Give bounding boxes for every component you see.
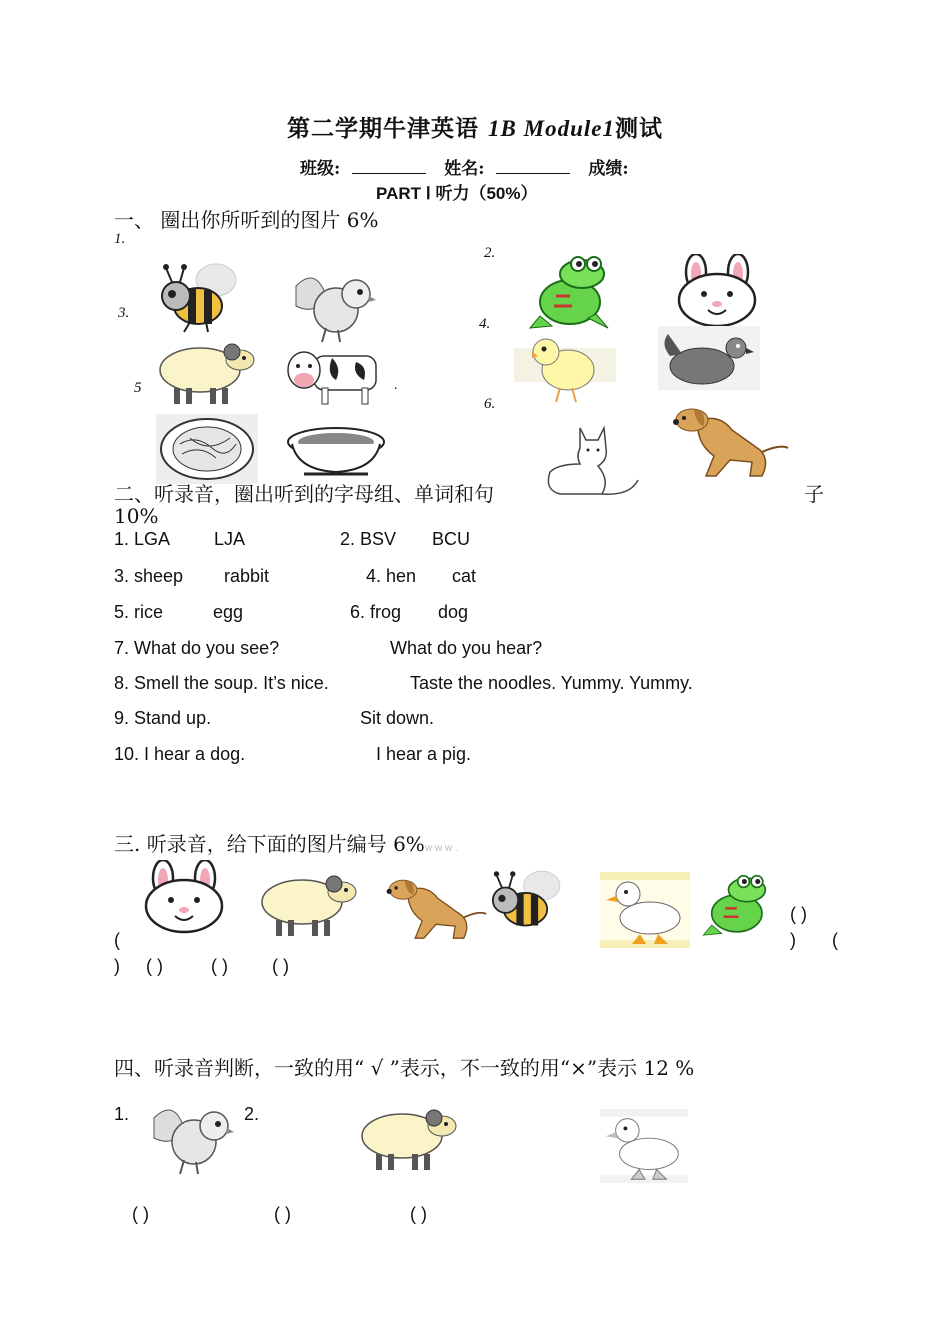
section-4-heading: 四、听录音判断，一致的用“ √ ”表示，不一致的用“×”表示 12 % xyxy=(114,1056,695,1080)
sheep-icon[interactable] xyxy=(358,1106,460,1174)
option[interactable]: 1. LGA xyxy=(114,529,171,549)
hen-icon[interactable] xyxy=(658,326,760,390)
option[interactable]: 2. BSV xyxy=(340,529,397,549)
option[interactable]: Sit down. xyxy=(360,708,435,728)
score-label: 成绩: xyxy=(588,159,629,179)
dog-icon[interactable] xyxy=(384,872,488,942)
answer-paren[interactable]: ( ) xyxy=(272,956,289,976)
frog-icon[interactable] xyxy=(700,870,772,940)
option[interactable]: dog xyxy=(438,602,469,622)
bird-icon[interactable] xyxy=(286,266,378,344)
answer-paren[interactable]: ( ) xyxy=(146,956,163,976)
bird-icon[interactable] xyxy=(144,1098,236,1176)
answer-paren[interactable]: ( ) xyxy=(410,1204,427,1224)
section-3-heading-text: 三. 听录音，给下面的图片编号 6% xyxy=(114,832,425,856)
answer-paren[interactable]: ( ) xyxy=(211,956,228,976)
item-number-2: 2. xyxy=(484,245,496,261)
item-number-6: 6. xyxy=(484,396,496,412)
section-2-heading-tail: 子 xyxy=(804,482,824,506)
option[interactable]: BCU xyxy=(432,529,471,549)
duck-icon[interactable] xyxy=(600,1108,688,1184)
sheep-icon[interactable] xyxy=(156,340,258,408)
cow-icon[interactable] xyxy=(286,344,382,408)
part-heading: PART Ⅰ 听力（50%） xyxy=(376,184,538,203)
answer-paren-open[interactable]: ( xyxy=(832,930,838,950)
section-1-heading: 一、 圈出你所听到的图片 6% xyxy=(114,208,379,232)
option[interactable]: LJA xyxy=(214,529,246,549)
option[interactable]: 4. hen xyxy=(366,566,417,586)
sheep-icon[interactable] xyxy=(258,872,360,940)
item-number-1: 1. xyxy=(114,1104,130,1124)
class-blank[interactable] xyxy=(352,157,426,174)
duck-icon[interactable] xyxy=(600,872,690,948)
soup-icon[interactable] xyxy=(284,418,388,482)
answer-paren[interactable]: ( ) xyxy=(132,1204,149,1224)
option[interactable]: I hear a pig. xyxy=(376,744,472,764)
rabbit-icon[interactable] xyxy=(140,860,228,934)
name-blank[interactable] xyxy=(496,157,570,174)
title-suffix: 测试 xyxy=(614,115,663,142)
option[interactable]: 3. sheep xyxy=(114,566,184,586)
option[interactable]: 6. frog xyxy=(350,602,402,622)
title-prefix: 第二学期牛津英语 xyxy=(287,115,480,142)
noodles-icon[interactable] xyxy=(156,414,258,484)
answer-paren-open[interactable]: ( xyxy=(114,930,120,950)
item-number-4: 4. xyxy=(479,316,491,332)
section-2-percent: 10% xyxy=(114,504,159,528)
option[interactable]: 7. What do you see? xyxy=(114,638,280,658)
item-number-1: 1. xyxy=(114,231,126,247)
bee-icon[interactable] xyxy=(482,864,568,940)
chick-icon[interactable] xyxy=(514,330,616,404)
class-label: 班级: xyxy=(300,159,341,179)
item-number-3: 3. xyxy=(118,305,130,321)
frog-icon[interactable] xyxy=(526,252,612,332)
answer-paren-close[interactable]: ) xyxy=(790,930,796,950)
page-title xyxy=(0,110,950,143)
answer-paren-close[interactable]: ) xyxy=(114,956,120,976)
answer-paren[interactable]: ( ) xyxy=(790,904,807,924)
title-code: 1B Module1 xyxy=(488,116,615,141)
option[interactable]: 5. rice xyxy=(114,602,164,622)
stray-dot: . xyxy=(394,378,398,393)
cat-icon[interactable] xyxy=(540,420,642,502)
option[interactable]: What do you hear? xyxy=(390,638,543,658)
item-number-5: 5 xyxy=(134,380,142,396)
option[interactable]: rabbit xyxy=(224,566,270,586)
bee-icon[interactable] xyxy=(150,258,245,338)
option[interactable]: 8. Smell the soup. It’s nice. xyxy=(114,673,329,693)
item-number-2: 2. xyxy=(244,1104,260,1124)
option[interactable]: Taste the noodles. Yummy. Yummy. xyxy=(410,673,693,693)
dog-icon[interactable] xyxy=(670,400,790,480)
section-3-heading xyxy=(114,828,458,857)
option[interactable]: egg xyxy=(213,602,244,622)
option[interactable]: 9. Stand up. xyxy=(114,708,212,728)
watermark: w w w . xyxy=(424,843,458,854)
option[interactable]: cat xyxy=(452,566,477,586)
rabbit-icon[interactable] xyxy=(674,254,760,328)
section-2-heading: 二、听录音，圈出听到的字母组、单词和句 xyxy=(114,482,494,506)
student-info xyxy=(300,154,629,179)
name-label: 姓名: xyxy=(444,159,485,179)
option[interactable]: 10. I hear a dog. xyxy=(114,744,246,764)
answer-paren[interactable]: ( ) xyxy=(274,1204,291,1224)
